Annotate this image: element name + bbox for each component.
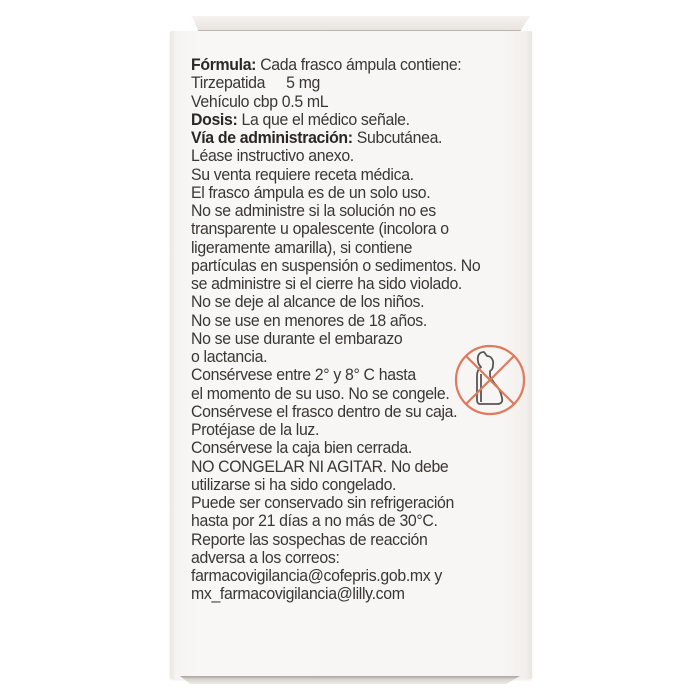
label-text: El frasco ámpula es de un solo uso. [191, 182, 431, 202]
label-text: hasta por 21 días a no más de 30°C. [191, 511, 438, 531]
label-text: se administre si el cierre ha sido violado. [191, 274, 463, 293]
label-line [191, 549, 506, 567]
label-line [191, 257, 506, 275]
label-line [191, 275, 506, 293]
label-text: Su venta requiere receta médica. [191, 164, 414, 184]
box-bottom-edge [180, 676, 520, 684]
label-line [191, 439, 506, 457]
label-line [191, 531, 506, 549]
label-line [191, 585, 506, 603]
label-text: La que el médico señale. [237, 109, 410, 129]
label-text: No se administre si la solución no es [191, 201, 436, 220]
label-text: Puede ser conservado sin refrigeración [191, 493, 455, 512]
label-text: mx_farmacovigilancia@lilly.com [191, 584, 405, 604]
label-heading: Dosis: [191, 109, 238, 129]
label-line [191, 312, 506, 330]
label-line [191, 166, 506, 184]
label-text: el momento de su uso. No se congele. [191, 383, 450, 403]
no-pregnancy-icon [450, 340, 530, 420]
label-line [191, 512, 506, 530]
label-text: Tirzepatida [191, 73, 266, 93]
label-text: Subcutánea. [352, 128, 443, 147]
label-line [191, 147, 506, 165]
label-text: adversa a los correos: [191, 547, 340, 567]
label-heading: Fórmula: [191, 55, 257, 74]
label-text: Consérvese la caja bien cerrada. [191, 438, 412, 458]
label-heading: Vía de administración: [191, 128, 353, 147]
label-line [191, 293, 506, 311]
label-text: NO CONGELAR NI AGITAR. No debe [191, 456, 449, 476]
label-text: No se deje al alcance de los niños. [191, 292, 425, 312]
label-text: utilizarse si ha sido congelado. [191, 474, 397, 494]
label-line [191, 220, 506, 238]
label-line [191, 129, 506, 147]
label-line [191, 202, 506, 220]
label-line [191, 93, 506, 111]
label-line [191, 421, 506, 439]
label-line [191, 494, 506, 512]
label-text: farmacovigilancia@cofepris.gob.mx y [191, 566, 443, 585]
label-text: Vehículo cbp 0.5 mL [191, 91, 329, 111]
label-text: Reporte las sospechas de reacción [191, 529, 428, 549]
label-text: transparente u opalescente (incolora o [191, 219, 449, 239]
label-text: Protéjase de la luz. [191, 420, 320, 439]
label-text: Léase instructivo anexo. [191, 146, 354, 166]
label-text: Consérvese el frasco dentro de su caja. [191, 401, 458, 421]
label-text: o lactancia. [191, 347, 268, 366]
label-line [191, 74, 506, 92]
label-text: Cada frasco ámpula contiene: [256, 55, 462, 74]
label-dose-value: 5 mg [286, 73, 321, 93]
package-label-text [191, 56, 506, 604]
label-line [191, 458, 506, 476]
label-text: partículas en suspensión o sedimentos. No [191, 255, 481, 275]
box-top-flap [192, 16, 530, 32]
label-line [191, 567, 506, 585]
label-line [191, 476, 506, 494]
label-line [191, 56, 506, 74]
label-text: Consérvese entre 2° y 8° C hasta [191, 365, 416, 385]
label-line [191, 184, 506, 202]
label-text: No se use en menores de 18 años. [191, 310, 427, 330]
label-line [191, 239, 506, 257]
label-text: No se use durante el embarazo [191, 328, 403, 348]
label-text: ligeramente amarilla), si contiene [191, 237, 413, 257]
label-line [191, 111, 506, 129]
